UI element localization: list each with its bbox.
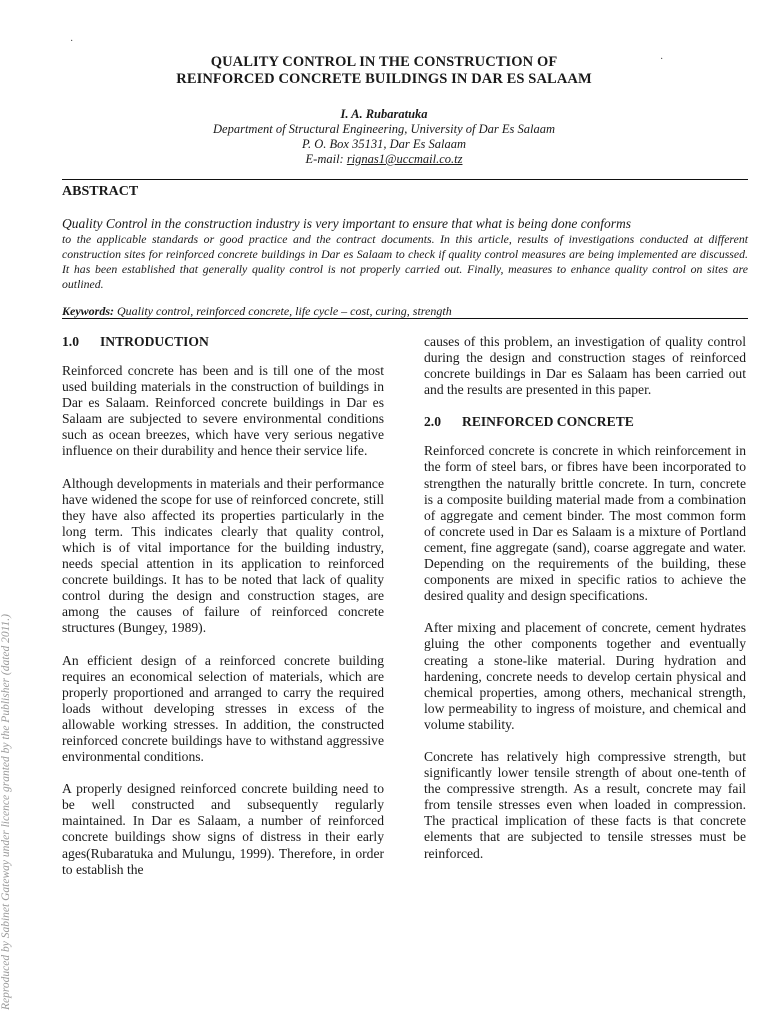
section-title: INTRODUCTION — [100, 334, 209, 349]
keywords-text: Quality control, reinforced concrete, life cycle – cost, curing, strength — [117, 304, 452, 318]
section-title: REINFORCED CONCRETE — [462, 414, 634, 430]
author-email-line — [0, 152, 768, 167]
abstract-heading: ABSTRACT — [62, 184, 139, 199]
section-number: 1.0 — [62, 334, 79, 349]
email-label: E-mail: — [305, 152, 347, 166]
author-department: Department of Structural Engineering, University of Dar Es Salaam — [213, 122, 555, 136]
section-heading-introduction — [62, 334, 384, 350]
abstract-rest: to the applicable standards or good practice and the contract documents. In this article, results of investigations conducted at different construction sites for reinforced concrete buildings in Dar es Salaam to check if quality control measures are being implemented are discussed. It has been established that generally quality control is not properly carried out. Finally, measures to enhance quality control on sites are outlined. — [62, 232, 748, 291]
abstract-first-line: Quality Control in the construction industry is very important to ensure that what is being done conforms — [62, 216, 631, 231]
author-block — [0, 107, 768, 167]
paragraph: Although developments in materials and their performance have widened the scope for use of reinforced concrete, still they have also affected its properties particularly in the long term. This indicates clearly that quality control, which is of vital importance for the building industry, needs special attention in its application to reinforced concrete buildings. It has to be noted that lack of quality control during the design and construction stages, are among the causes of failure of reinforced concrete structures (Bungey, 1989). — [62, 475, 384, 636]
paragraph: causes of this problem, an investigation of quality control during the design and construction stages of reinforced concrete buildings in Dar es Salaam has been carried out and the results are presented in this paper. — [424, 334, 746, 398]
paragraph: Reinforced concrete has been and is till one of the most used building materials in the construction of buildings in Dar es Salaam. Reinforced concrete buildings in Dar es Salaam are subjected to severe environmental conditions such as ocean breezes, which have very serious negative influence on their durability and hence their service life. — [62, 363, 384, 459]
scan-speck: · — [660, 54, 664, 65]
email-link[interactable]: rignas1@uccmail.co.tz — [346, 152, 463, 166]
title-line-2: REINFORCED CONCRETE BUILDINGS IN DAR ES SALAAM — [176, 71, 592, 87]
paper-title — [0, 54, 768, 88]
paragraph: Reinforced concrete is concrete in which reinforcement in the form of steel bars, or fibres have been incorporated to strengthen the naturally brittle concrete. In turn, concrete is a composite building material made from a combination of aggregate and cement binder. The most common form of concrete used in Dar es Salaam is a mixture of Portland cement, fine aggregate (sand), coarse aggregate and water. Depending on the requirements of the building, these components are mixed in specific ratios to achieve the desired quality and design specifications. — [424, 443, 746, 604]
keywords-label: Keywords: — [62, 304, 114, 318]
paragraph: An efficient design of a reinforced concrete building requires an economical selection of materials, which are properly proportioned and arranged to carry the required loads without developing stresses in excess of the allowable working stresses. In addition, the constructed reinforced concrete buildings have to withstand aggressive environmental conditions. — [62, 652, 384, 765]
author-name: I. A. Rubaratuka — [340, 107, 428, 121]
left-column — [62, 334, 384, 894]
abstract-text — [62, 216, 748, 292]
paragraph: Concrete has relatively high compressive strength, but significantly lower tensile strength of about one-tenth of the compressive strength. As a result, concrete may fail from tensile stresses even when loaded in compression. The practical implication of these facts is that concrete elements that are subjected to tensile stresses must be reinforced. — [424, 748, 746, 861]
paragraph: After mixing and placement of concrete, cement hydrates gluing the other components together and eventually creating a stone-like material. During hydration and hardening, concrete needs to develop certain physical and chemical properties, among others, mechanical strength, low permeability to ingress of moisture, and chemical and volume stability. — [424, 620, 746, 732]
scan-speck: · — [70, 36, 74, 47]
divider-top — [62, 179, 748, 180]
reproduction-watermark: Reproduced by Sabinet Gateway under licence granted by the Publisher (dated 2011.) — [0, 613, 12, 1010]
author-address: P. O. Box 35131, Dar Es Salaam — [301, 137, 466, 151]
section-heading-reinforced-concrete — [424, 414, 746, 430]
divider-keywords — [62, 318, 748, 319]
title-line-1: QUALITY CONTROL IN THE CONSTRUCTION OF — [210, 54, 558, 70]
right-column — [424, 334, 746, 878]
keywords-line — [62, 304, 748, 319]
section-number: 2.0 — [424, 414, 441, 430]
paragraph: A properly designed reinforced concrete building need to be well constructed and subsequently regularly maintained. In Dar es Salaam, a number of reinforced concrete buildings show signs of distress in their early ages(Rubaratuka and Mulungu, 1999). Therefore, in order to establish the — [62, 781, 384, 877]
